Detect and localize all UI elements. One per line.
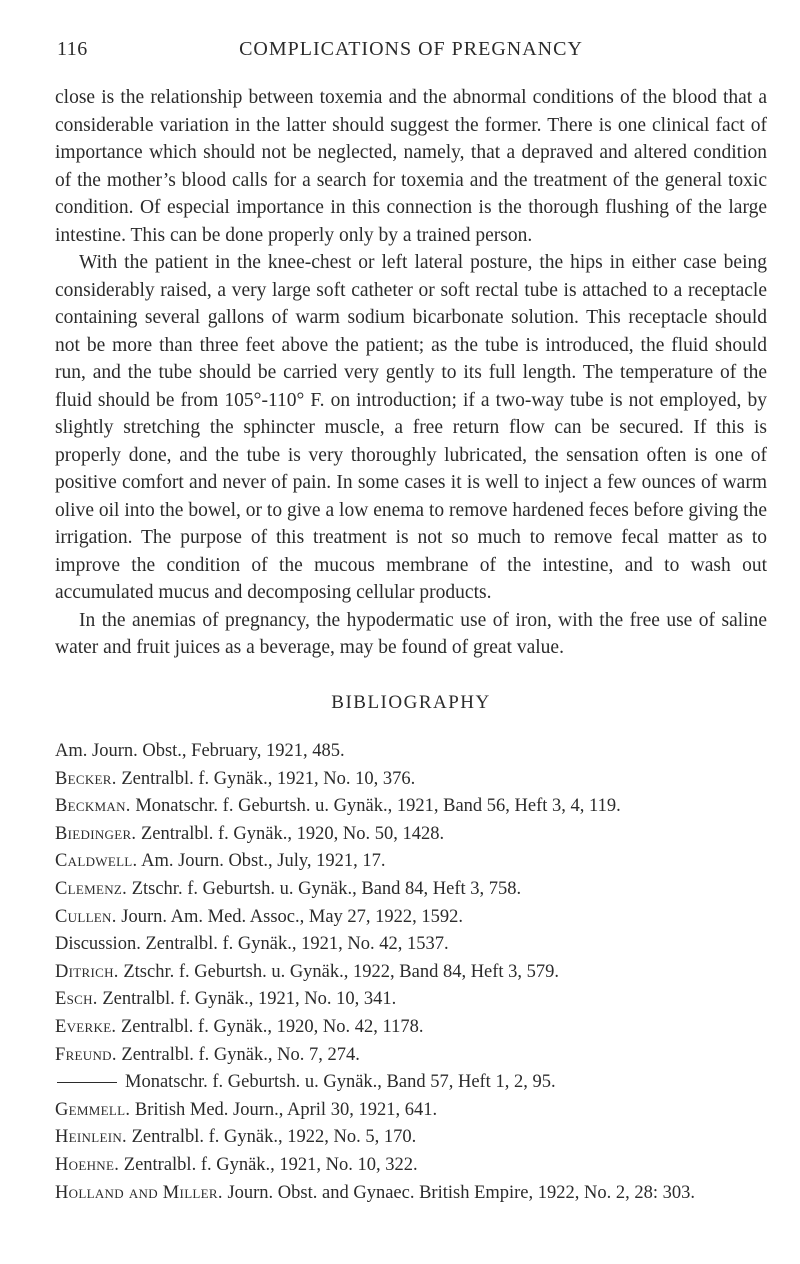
entry-author: Esch.: [55, 989, 98, 1010]
bibliography-list: [55, 738, 775, 1207]
paragraph: With the patient in the knee-chest or left lateral posture, the hips in either case being considerably raised, a very large soft catheter or soft rectal tube is attached to a receptacle containing several gallons of warm sodium bicarbonate solution. This receptacle should not be more than three feet above the patient; as the tube is introduced, the fluid should run, and the tube should be carried very gently to its full length. The temperature of the fluid should be from 105°-110° F. on introduction; if a two-way tube is not employed, by slightly stretching the sphincter muscle, a free return flow can be secured. If this is properly done, and the tube is very thoroughly lubricated, the sensation often is one of positive comfort and never of pain. In some cases it is well to inject a few ounces of warm olive oil into the bowel, or to give a low enema to remove hardened feces before giving the irrigation. The purpose of this treatment is not so much to remove fecal matter as to improve the condition of the mucous membrane of the intestine, and to wash out accumulated mucus and decomposing cellular products.: [55, 252, 767, 603]
paragraph: In the anemias of pregnancy, the hypodermatic use of iron, with the free use of saline water and fruit juices as a beverage, may be found of great value.: [55, 609, 767, 658]
entry-citation: Zentralbl. f. Gynäk., 1921, No. 10, 376.: [116, 768, 416, 789]
bibliography-entry: [55, 959, 775, 987]
bibliography-entry: [55, 1014, 775, 1042]
bibliography-entry: [55, 931, 775, 959]
bibliography-entry: [55, 848, 775, 876]
entry-citation: Journ. Obst. and Gynaec. British Empire, 1922, No. 2, 28: 303.: [222, 1182, 696, 1203]
paragraph: close is the relationship between toxemia and the abnormal conditions of the blood that a considerable variation in the latter should suggest the former. There is one clinical fact of importance which should not be neglected, namely, that a depraved and altered condition of the mother’s blood calls for a search for toxemia and the treatment of the general toxic condition. Of especial importance in this connection is the thorough flushing of the large intestine. This can be done properly only by a trained person.: [55, 87, 767, 246]
bibliography-entry: [55, 766, 775, 794]
entry-citation: Zentralbl. f. Gynäk., 1920, No. 42, 1178.: [116, 1016, 424, 1037]
bibliography-entry: [55, 1097, 775, 1125]
entry-citation: Zentralbl. f. Gynäk., 1922, No. 5, 170.: [126, 1127, 417, 1148]
page-number: 116: [57, 38, 88, 60]
entry-citation: Ztschr. f. Geburtsh. u. Gynäk., 1922, Band 84, Heft 3, 579.: [118, 961, 560, 982]
entry-author: Clemenz.: [55, 878, 128, 899]
entry-author: Biedinger.: [55, 823, 137, 844]
bibliography-entry: [55, 1069, 775, 1097]
entry-citation: Monatschr. f. Geburtsh. u. Gynäk., 1921, Band 56, Heft 3, 4, 119.: [130, 796, 621, 817]
entry-citation: Zentralbl. f. Gynäk., 1920, No. 50, 1428.: [136, 823, 445, 844]
entry-citation: British Med. Journ., April 30, 1921, 641.: [130, 1099, 438, 1120]
entry-author: Heinlein.: [55, 1127, 127, 1148]
entry-citation: Ztschr. f. Geburtsh. u. Gynäk., Band 84, Heft 3, 758.: [127, 878, 522, 899]
entry-citation: Zentralbl. f. Gynäk., No. 7, 274.: [116, 1044, 360, 1065]
bibliography-entry: [55, 1180, 775, 1208]
entry-author: Caldwell.: [55, 851, 138, 872]
running-title: COMPLICATIONS OF PREGNANCY: [239, 38, 583, 60]
entry-author: Becker.: [55, 768, 117, 789]
entry-citation: Discussion. Zentralbl. f. Gynäk., 1921, No. 42, 1537.: [55, 934, 449, 955]
bibliography-heading: BIBLIOGRAPHY: [331, 692, 491, 713]
bibliography-entry: [55, 821, 775, 849]
bibliography-entry: [55, 738, 775, 766]
entry-author: Gemmell.: [55, 1099, 131, 1120]
entry-citation: Am. Journ. Obst., July, 1921, 17.: [137, 851, 386, 872]
ditto-dash: [57, 1082, 117, 1083]
entry-citation: Am. Journ. Obst., February, 1921, 485.: [55, 741, 345, 761]
bibliography-entry: [55, 904, 775, 932]
entry-author: Holland and Miller.: [55, 1182, 223, 1203]
entry-citation: Journ. Am. Med. Assoc., May 27, 1922, 1592.: [116, 906, 464, 927]
entry-author: Cullen.: [55, 906, 117, 927]
entry-author: Ditrich.: [55, 961, 119, 982]
body-text: [55, 84, 767, 662]
bibliography-entry: [55, 1042, 775, 1070]
bibliography-entry: [55, 1152, 775, 1180]
bibliography-entry: [55, 876, 775, 904]
entry-author: Beckman.: [55, 796, 131, 817]
page-header: [55, 36, 767, 66]
bibliography-entry: [55, 793, 775, 821]
entry-author: Everke.: [55, 1016, 117, 1037]
bibliography-entry: [55, 986, 775, 1014]
entry-author: Hoehne.: [55, 1154, 120, 1175]
entry-citation: Zentralbl. f. Gynäk., 1921, No. 10, 341.: [97, 989, 397, 1010]
entry-citation: Zentralbl. f. Gynäk., 1921, No. 10, 322.: [119, 1154, 418, 1175]
entry-author: Freund.: [55, 1044, 117, 1065]
entry-citation: Monatschr. f. Geburtsh. u. Gynäk., Band 57, Heft 1, 2, 95.: [125, 1072, 556, 1093]
bibliography-entry: [55, 1124, 775, 1152]
